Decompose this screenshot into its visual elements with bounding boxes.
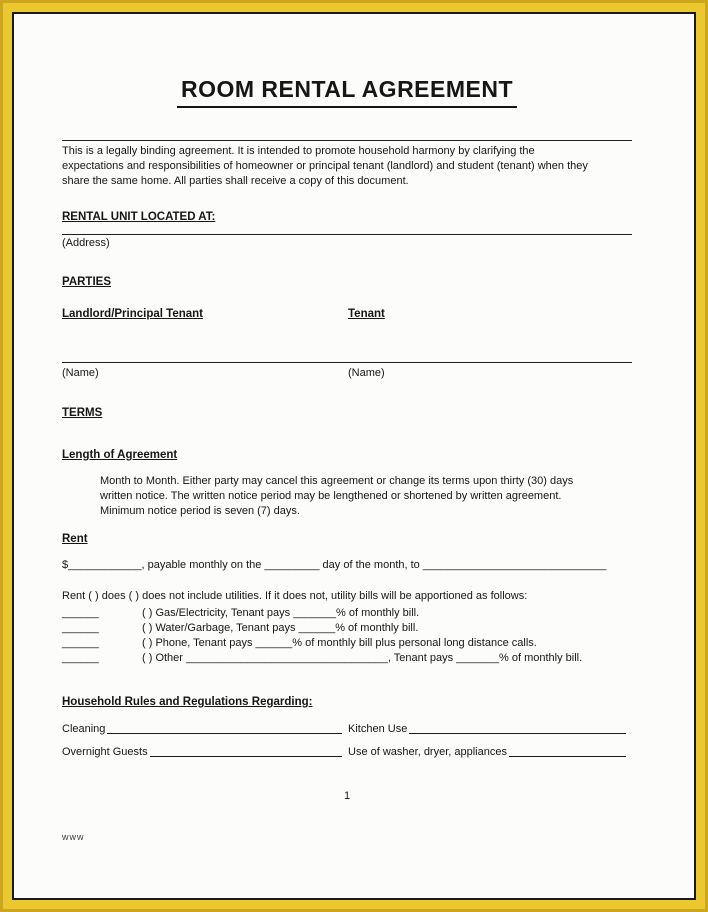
heading-length-of-agreement: Length of Agreement (62, 449, 178, 461)
page-number: 1 (343, 790, 351, 802)
intro-paragraph (62, 144, 632, 189)
utility-blank: ______ (62, 652, 99, 664)
household-rows (62, 722, 632, 760)
heading-parties: PARTIES (62, 276, 111, 288)
utility-row (62, 651, 632, 666)
address-fill-line (62, 234, 632, 235)
household-row (62, 745, 632, 760)
household-row (62, 722, 632, 737)
household-fill-line (509, 756, 626, 757)
parties-column-headers (62, 304, 632, 322)
heading-terms: TERMS (62, 407, 103, 419)
name-label-landlord: (Name) (62, 367, 99, 379)
address-label: (Address) (62, 237, 110, 249)
page-title-text: ROOM RENTAL AGREEMENT (177, 76, 517, 108)
utility-text: ( ) Other _________________________________, Tenant pays _______% of monthly bill. (142, 652, 583, 664)
utility-row (62, 606, 632, 621)
household-cell (62, 745, 348, 760)
utility-blank: ______ (62, 637, 99, 649)
utility-row (62, 636, 632, 651)
length-line: Minimum notice period is seven (7) days. (100, 505, 300, 517)
rent-amount-line: $____________, payable monthly on the _________ day of the month, to ______________________________ (62, 559, 607, 571)
document-page (12, 12, 696, 900)
heading-rental-unit: RENTAL UNIT LOCATED AT: (62, 211, 216, 223)
household-label: Kitchen Use (348, 723, 408, 735)
household-label: Use of washer, dryer, appliances (348, 746, 507, 758)
household-fill-line (107, 733, 342, 734)
heading-rent: Rent (62, 533, 88, 545)
household-cell (62, 722, 348, 737)
name-label-tenant: (Name) (348, 367, 385, 379)
household-cell (348, 722, 632, 737)
watermark-text: www (62, 832, 85, 842)
page-title (62, 76, 632, 108)
household-cell (348, 745, 632, 760)
heading-household-rules: Household Rules and Regulations Regarding: (62, 696, 313, 708)
heading-tenant-column: Tenant (348, 308, 385, 320)
utility-list (62, 606, 632, 666)
intro-line: expectations and responsibilities of homeowner or principal tenant (landlord) and student (tenant) when they (62, 160, 588, 172)
heading-landlord-column: Landlord/Principal Tenant (62, 308, 203, 320)
intro-divider (62, 140, 632, 141)
document-content (14, 14, 694, 842)
intro-line: This is a legally binding agreement. It is intended to promote household harmony by clarifying the (62, 145, 535, 157)
utility-blank: ______ (62, 622, 99, 634)
name-labels-row (62, 363, 632, 381)
household-fill-line (409, 733, 626, 734)
utility-text: ( ) Water/Garbage, Tenant pays ______% of monthly bill. (142, 622, 419, 634)
utility-row (62, 621, 632, 636)
utility-text: ( ) Gas/Electricity, Tenant pays _______% of monthly bill. (142, 607, 420, 619)
intro-line: share the same home. All parties shall receive a copy of this document. (62, 175, 409, 187)
utility-text: ( ) Phone, Tenant pays ______% of monthly bill plus personal long distance calls. (142, 637, 537, 649)
length-paragraph (100, 474, 632, 519)
length-line: written notice. The written notice period may be lengthened or shortened by written agreement. (100, 490, 562, 502)
utilities-intro-line: Rent ( ) does ( ) does not include utilities. If it does not, utility bills will be apportioned as follows: (62, 590, 528, 602)
household-label: Cleaning (62, 723, 106, 735)
household-label: Overnight Guests (62, 746, 148, 758)
length-line: Month to Month. Either party may cancel this agreement or change its terms upon thirty (30) days (100, 475, 574, 487)
utility-blank: ______ (62, 607, 99, 619)
household-fill-line (150, 756, 342, 757)
